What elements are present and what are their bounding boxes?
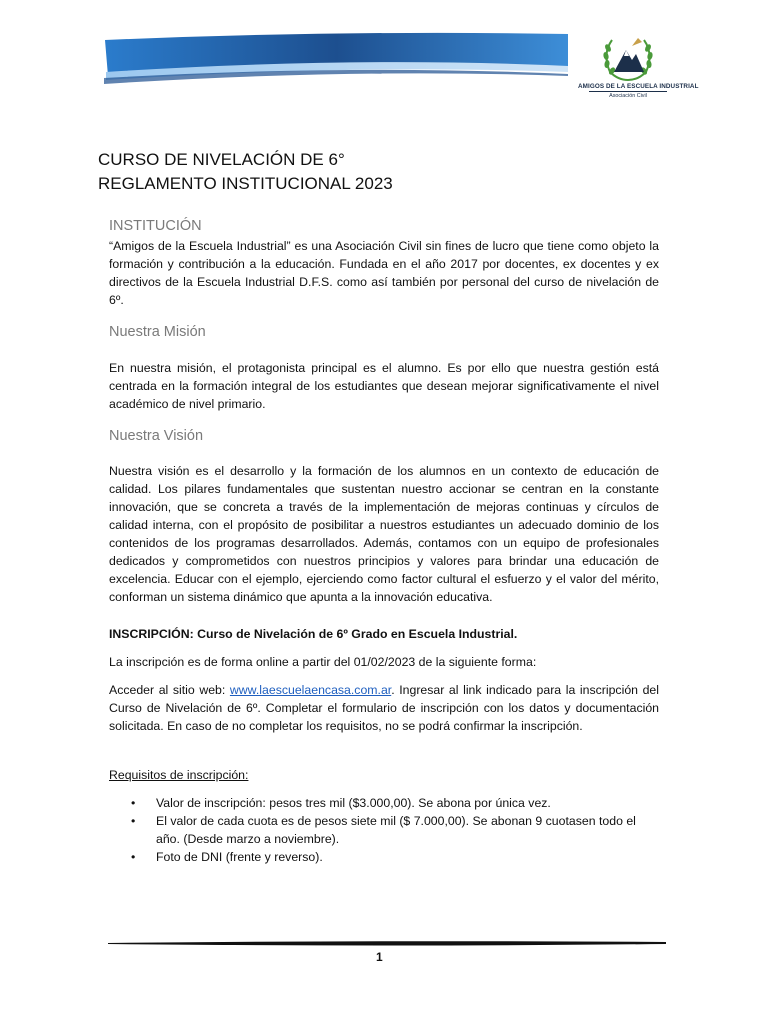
list-item [109, 812, 661, 848]
website-link[interactable]: www.laescuelaencasa.com.ar [229, 683, 392, 697]
inscripcion-title [109, 625, 659, 643]
vision-heading: Nuestra Visión [109, 428, 204, 444]
header-swoosh-banner [100, 28, 570, 90]
title-line-2: REGLAMENTO INSTITUCIONAL 2023 [98, 174, 393, 193]
inscripcion-title-rest: Curso de Nivelación de 6º Grado en Escuela Industrial. [193, 627, 518, 641]
institucion-heading: INSTITUCIÓN [109, 218, 202, 234]
logo-org-type: Asociación Civil [609, 93, 647, 99]
requisito-text: Foto de DNI (frente y reverso). [156, 850, 323, 864]
requisitos-list [109, 794, 661, 866]
document-title [98, 148, 393, 196]
inscripcion-label: INSCRIPCIÓN: [109, 627, 194, 641]
organization-logo [578, 34, 699, 106]
bullet-icon: • [131, 850, 136, 864]
institucion-body: “Amigos de la Escuela Industrial” es una Asociación Civil sin fines de lucro que tiene como objeto la formación y contribución a la educación. Fundada en el año 2017 por docentes, ex docentes y ex directivos de la Escuela Industrial D.F.S. como así también por personal del curso de nivelación de 6º. [109, 239, 659, 307]
page-number: 1 [376, 950, 383, 964]
inscripcion-access [109, 681, 659, 735]
laurel-mountain-icon [598, 34, 658, 82]
logo-org-name: AMIGOS DE LA ESCUELA INDUSTRIAL [578, 83, 699, 90]
logo-divider [589, 91, 667, 92]
bullet-icon: • [131, 814, 136, 828]
mision-heading: Nuestra Misión [109, 324, 206, 340]
requisitos-heading: Requisitos de inscripción: [109, 768, 249, 782]
list-item [109, 848, 661, 866]
mision-body: En nuestra misión, el protagonista principal es el alumno. Es por ello que nuestra gestión está centrada en la formación integral de los estudiantes que desean mejorar significativamente el nivel académico de nivel primario. [109, 361, 659, 411]
requisito-text: El valor de cada cuota es de pesos siete mil ($ 7.000,00). Se abonan 9 cuotasen todo el año. (Desde marzo a noviembre). [156, 814, 636, 846]
title-line-1: CURSO DE NIVELACIÓN DE 6° [98, 150, 345, 169]
inscripcion-intro: La inscripción es de forma online a partir del 01/02/2023 de la siguiente forma: [109, 655, 537, 669]
footer-divider [108, 938, 666, 948]
bullet-icon: • [131, 796, 136, 810]
access-prefix: Acceder al sitio web: [109, 683, 230, 697]
vision-body: Nuestra visión es el desarrollo y la formación de los alumnos en un contexto de educación de calidad. Los pilares fundamentales que sustentan nuestro accionar se centran en la constante innovación, que se concreta a través de la implementación de mejoras continuas y círculos de calidad interna, con el propósito de posibilitar a nuestros estudiantes un adecuado dominio de los contenidos de los programas desarrollados. Además, contamos con un equipo de profesionales dedicados y comprometidos con nuestros principios y valores para brindar una educación de excelencia. Educar con el ejemplo, ejerciendo como factor cultural el esfuerzo y el valor del mérito, conforman un sistema dinámico que apunta a la innovación educativa. [109, 464, 659, 604]
requisito-text: Valor de inscripción: pesos tres mil ($3.000,00). Se abona por única vez. [156, 796, 551, 810]
list-item [109, 794, 661, 812]
access-rest: . Ingresar al link indicado para la inscripción del Curso de Nivelación de 6º. Completar el formulario de inscripción con los datos y documentación solicitada. En caso de no completar los requisitos, no se podrá confirmar la inscripción. [109, 683, 659, 733]
